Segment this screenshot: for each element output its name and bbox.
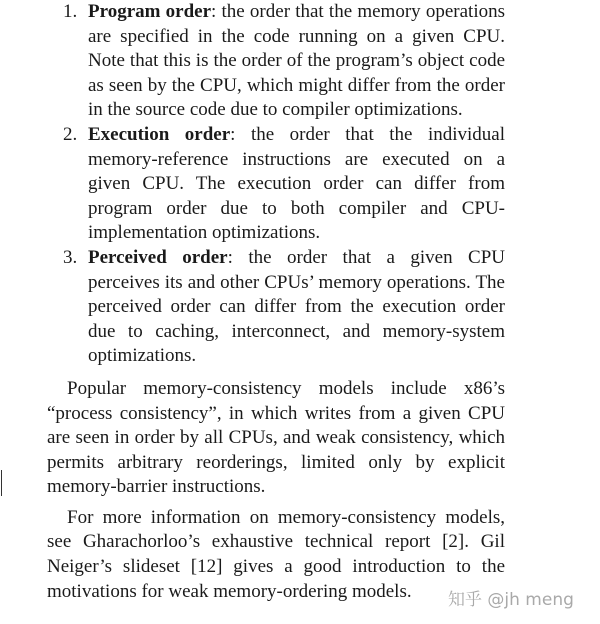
term-program-order: Program order: [88, 1, 212, 22]
memory-order-list: [47, 0, 505, 369]
definition-text: the order that the individual memory-reference instructions are executed on a given CPU. The execution order can differ from program order due to both compiler and CPU-implementation optimizations.: [88, 123, 505, 244]
list-item-execution-order: [47, 123, 505, 246]
definition-text: the order that a given CPU perceives its and other CPUs’ memory operations. The perceived order can differ from the execution order due to caching, interconnect, and memory-system optimizations.: [88, 246, 505, 367]
list-number: 3.: [63, 246, 78, 268]
definition-text: the order that the memory operations are specified in the code running on a given CPU. Note that this is the order of the program’s object code as seen by the CPU, which might differ from the order in the source code due to compiler optimizations.: [88, 1, 505, 121]
margin-mark: [1, 470, 2, 496]
watermark: 知乎 @jh meng: [448, 590, 574, 610]
term-perceived-order: Perceived order: [88, 246, 228, 268]
document-body: [47, 0, 505, 604]
paragraph-consistency-models: Popular memory-consistency models include x86’s “process consistency”, in which writes from a given CPU are seen in order by all CPUs, and weak consistency, which permits arbitrary reorderings, limited only by explicit memory-barrier instructions.: [47, 377, 505, 498]
term-separator: :: [211, 1, 217, 22]
list-number: 1.: [63, 1, 78, 22]
list-number: 2.: [63, 123, 78, 145]
list-item-program-order: [47, 0, 505, 123]
paragraph-more-information: For more information on memory-consistency models, see Gharachorloo’s exhaustive technical report [2]. Gil Neiger’s slideset [12] gives a good introduction to the motivations for weak memory-ordering models.: [47, 506, 505, 602]
term-separator: :: [227, 246, 233, 268]
list-item-perceived-order: [47, 246, 505, 369]
term-separator: :: [230, 123, 236, 145]
term-execution-order: Execution order: [88, 123, 231, 145]
